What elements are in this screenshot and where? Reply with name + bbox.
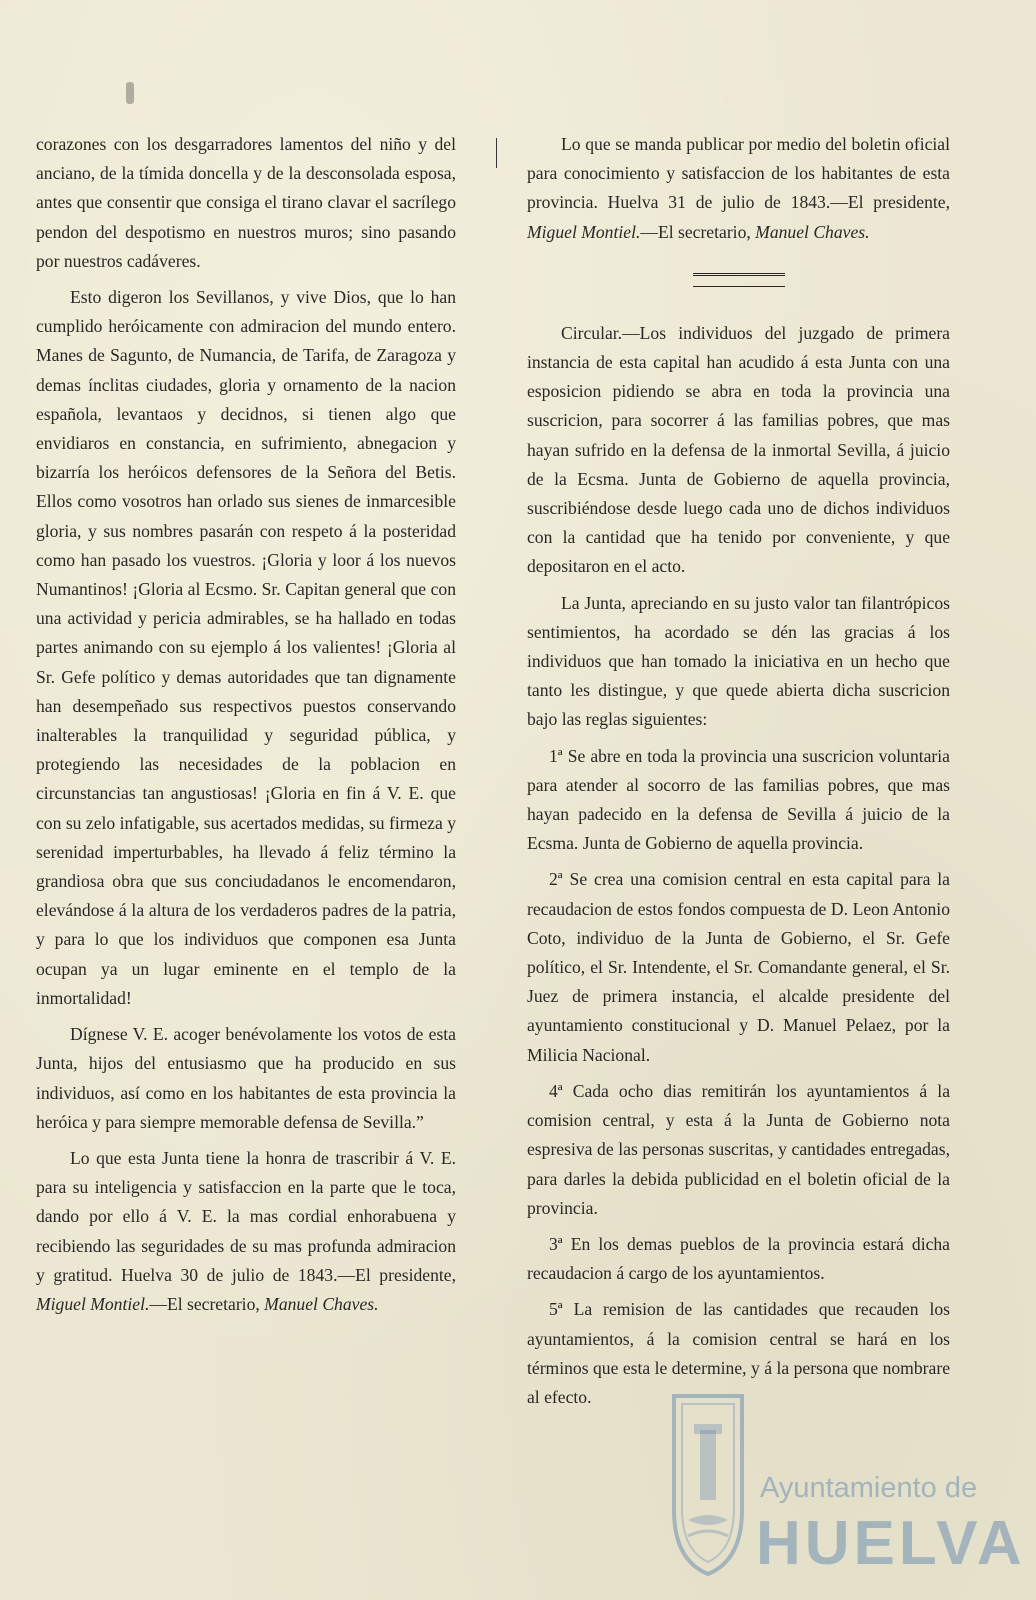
rule-item-3: 4ª Cada ocho dias remitirán los ayuntamientos á la comision central, y esta á la Junta de Gobierno nota espresiva de las personas suscritas, y cantidades entregadas, para darles la debida publicidad en el boletin oficial de la provincia. <box>527 1080 950 1218</box>
archive-watermark <box>668 1380 1026 1590</box>
right-publication-text: Lo que se manda publicar por medio del boletin oficial para conocimiento y satisfaccion de los habitantes de esta provincia. Huelva 31 de julio de 1843.—El presidente, <box>527 134 950 213</box>
right-president-name: Miguel Montiel. <box>527 221 641 242</box>
right-secretary-label: —El secretario, <box>640 221 751 242</box>
left-president-name: Miguel Montiel. <box>36 1293 150 1314</box>
rule-item-4: 3ª En los demas pueblos de la provincia estará dicha recaudacion á cargo de los ayuntamientos. <box>527 1233 950 1284</box>
city-crest-icon <box>668 1390 748 1580</box>
right-column <box>527 130 950 1419</box>
junta-paragraph: La Junta, apreciando en su justo valor tan filantrópicos sentimientos, ha acordado se dén las gracias á los individuos que han tomado la iniciativa en un hecho que tanto les distingue, y que quede abierta dicha suscricion bajo las reglas siguientes: <box>527 592 950 730</box>
rule-item-1: 1ª Se abre en toda la provincia una suscricion voluntaria para atender al socorro de las familias pobres, que mas hayan padecido en la defensa de Sevilla á juicio de la Ecsma. Junta de Gobierno de aquella provincia. <box>527 745 950 854</box>
left-paragraph-2: Esto digeron los Sevillanos, y vive Dios, que lo han cumplido heróicamente con admiracion del mundo entero. Manes de Sagunto, de Numancia, de Tarifa, de Zaragoza y demas ínclitas ciudades, gloria y ornamento de la nacion española, levantaos y decidnos, si tienen algo que envidiaros en constancia, en sufrimiento, abnegacion y bizarría los heróicos defensores de la Señora del Betis. Ellos como vosotros han orlado sus sienes de inmarcesible gloria, y sus nombres pasarán con respeto á la posteridad como han pasado los vuestros. ¡Gloria y loor á los nuevos Numantinos! ¡Gloria al Ecsmo. Sr. Capitan general que con una actividad y pericia admirables, se ha hallado en todas partes animando con su ejemplo á los valientes! ¡Gloria al Sr. Gefe político y demas autoridades que tan dignamente han desempeñado sus respectivos puestos conservando inalterables la tranquilidad y seguridad pública, y protegiendo las necesidades de la poblacion en circunstancias tan angustiosas! ¡Gloria en fin á V. E. que con su zelo infatigable, sus acertados medidas, su firmeza y serenidad imperturbables, ha llevado á feliz término la grandiosa obra que sus conciudadanos le encomendaron, elevándose á la altura de los verdaderos padres de la patria, y para lo que los individuos que componen esa Junta ocupan ya un lugar eminente en el templo de la inmortalidad! <box>36 287 456 1008</box>
column-divider <box>496 138 497 168</box>
left-paragraph-1: corazones con los desgarradores lamentos del niño y del anciano, de la tímida doncella y de la desconsolada esposa, antes que consentir que consiga el tirano clavar el sacrílego pendon del despotismo en nuestros muros; sino pasando por nuestros cadáveres. <box>36 134 456 271</box>
section-separator <box>693 273 785 287</box>
right-paragraph-1 <box>527 130 950 247</box>
left-secretary-label: —El secretario, <box>149 1293 260 1314</box>
left-closing-text: Lo que esta Junta tiene la honra de trascribir á V. E. para su inteligencia y satisfaccion en la parte que le toca, dando por ello á V. E. la mas cordial enhorabuena y recibiendo las seguridades de su mas profunda admiracion y gratitud. Huelva 30 de julio de 1843.—El presidente, <box>36 1147 456 1285</box>
ink-blot <box>126 82 134 104</box>
left-secretary-name: Manuel Chaves. <box>264 1293 379 1314</box>
circular-paragraph: Circular.—Los individuos del juzgado de primera instancia de esta capital han acudido á esta Junta con una esposicion pidiendo se abra en toda la provincia una suscricion, para socorrer á las familias pobres, que mas hayan sufrido en la defensa de la inmortal Sevilla, á juicio de la Ecsma. Junta de Gobierno de aquella provincia, suscribiéndose desde luego cada uno de dichos individuos con la cantidad que ha tenido por conveniente, y que depositaron en el acto. <box>527 322 950 577</box>
rule-item-2: 2ª Se crea una comision central en esta capital para la recaudacion de estos fondos compuesta de D. Leon Antonio Coto, individuo de la Junta de Gobierno, el Sr. Gefe político, el Sr. Intendente, el Sr. Comandante general, el Sr. Juez de primera instancia, el alcalde presidente del ayuntamiento constitucional y D. Manuel Pelaez, por la Milicia Nacional. <box>527 869 950 1065</box>
rule-item-5: 5ª La remision de las cantidades que recauden los ayuntamientos, á la comision central se hará en los términos que esta le determine, y á la persona que nombrare al efecto. <box>527 1299 950 1407</box>
right-secretary-name: Manuel Chaves. <box>755 221 870 242</box>
left-paragraph-4 <box>36 1144 456 1319</box>
left-paragraph-3: Dígnese V. E. acoger benévolamente los votos de esta Junta, hijos del entusiasmo que ha producido en sus individuos, así como en los habitantes de esta provincia la heróica y para siempre memorable defensa de Sevilla.” <box>36 1024 456 1132</box>
watermark-line-2: HUELVA <box>756 1509 1026 1578</box>
watermark-line-1: Ayuntamiento de <box>760 1472 978 1504</box>
left-column <box>36 130 456 1326</box>
